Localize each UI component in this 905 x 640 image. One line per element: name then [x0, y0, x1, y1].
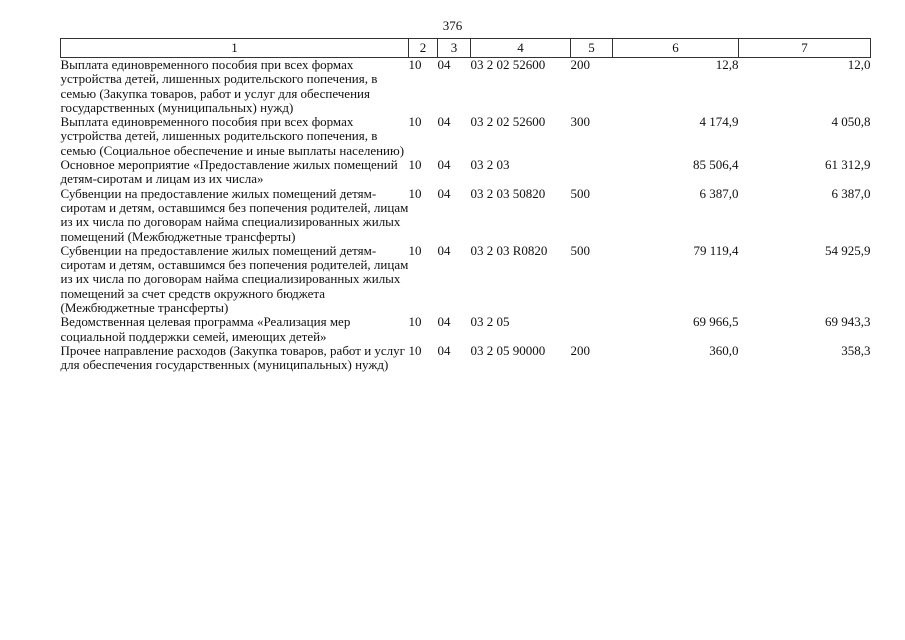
header-col-7: 7 [739, 39, 871, 58]
row-expense-type [571, 315, 613, 344]
table-row [61, 158, 871, 187]
row-section: 10 [408, 185, 422, 201]
row-target-article: 03 2 05 90000 [470, 342, 546, 358]
row-target-article: 03 2 03 R0820 [470, 242, 548, 258]
row-amount-col7: 61 312,9 [825, 157, 871, 173]
row-section: 10 [408, 242, 422, 258]
row-amount-col6: 69 966,5 [693, 314, 739, 330]
row-name: Ведомственная целевая программа «Реализация мер социальной поддержки семей, имеющих детей» [60, 314, 351, 344]
page-number: 376 [442, 18, 463, 33]
row-name: Выплата единовременного пособия при всех формах устройства детей, лишенных родительского попечения, в семью (Социальное обеспечение и иные выплаты населению) [60, 114, 405, 158]
row-amount-col7: 69 943,3 [825, 314, 871, 330]
row-amount-col6: 12,8 [715, 57, 739, 72]
row-expense-type: 300 [570, 114, 590, 130]
row-target-article: 03 2 03 50820 [470, 185, 546, 201]
row-expense-type [571, 158, 613, 187]
row-amount-col7: 12,0 [847, 57, 871, 72]
row-subsection: 04 [437, 314, 451, 330]
table-row [61, 115, 871, 158]
row-subsection: 04 [437, 342, 451, 358]
row-expense-type: 500 [570, 185, 590, 201]
row-section: 10 [408, 314, 422, 330]
header-col-3: 3 [438, 39, 471, 58]
row-amount-col6: 79 119,4 [693, 242, 739, 258]
row-subsection: 04 [437, 57, 451, 72]
header-col-4: 4 [471, 39, 571, 58]
row-section: 10 [408, 114, 422, 130]
row-expense-type: 200 [570, 57, 590, 72]
row-section: 10 [408, 157, 422, 173]
header-col-5: 5 [571, 39, 613, 58]
row-amount-col7: 4 050,8 [831, 114, 871, 130]
row-name: Основное мероприятие «Предоставление жилых помещений детям-сиротам и лицам из их числа» [60, 157, 398, 187]
row-subsection: 04 [437, 242, 451, 258]
row-target-article: 03 2 03 [470, 157, 510, 173]
header-col-2: 2 [409, 39, 438, 58]
header-col-1: 1 [61, 39, 409, 58]
table-row [61, 58, 871, 116]
row-amount-col6: 85 506,4 [693, 157, 739, 173]
header-col-6: 6 [613, 39, 739, 58]
row-amount-col6: 360,0 [709, 342, 739, 358]
row-expense-type: 200 [570, 342, 590, 358]
row-target-article: 03 2 02 52600 [470, 57, 546, 72]
table-row [61, 187, 871, 244]
row-amount-col6: 4 174,9 [699, 114, 739, 130]
row-name: Субвенции на предоставление жилых помещений детям-сиротам и детям, оставшимся без попечения родителей, лицам из их числа по договорам найма специализированных жилых помещений (Межбюджетные трансферты) [60, 185, 409, 244]
row-subsection: 04 [437, 157, 451, 173]
row-name: Выплата единовременного пособия при всех формах устройства детей, лишенных родительского попечения, в семью (Закупка товаров, работ и услуг для обеспечения государственных (муниципальных) нужд) [60, 57, 378, 115]
row-target-article: 03 2 05 [470, 314, 510, 330]
row-name: Прочее направление расходов (Закупка товаров, работ и услуг для обеспечения государственных (муниципальных) нужд) [60, 342, 405, 373]
row-expense-type: 500 [570, 242, 590, 258]
row-amount-col7: 358,3 [841, 342, 871, 358]
row-section: 10 [408, 57, 422, 72]
budget-table [60, 38, 871, 373]
row-subsection: 04 [437, 114, 451, 130]
row-amount-col7: 6 387,0 [831, 185, 871, 201]
table-row [61, 244, 871, 315]
row-amount-col6: 6 387,0 [699, 185, 739, 201]
table-row [61, 315, 871, 344]
row-section: 10 [408, 342, 422, 358]
row-subsection: 04 [437, 185, 451, 201]
table-header-row [61, 39, 871, 58]
row-name: Субвенции на предоставление жилых помещений детям-сиротам и детям, оставшимся без попечения родителей, лицам из их числа по договорам найма специализированных жилых помещений за счет средств окружного бюджета (Межбюджетные трансферты) [60, 242, 409, 316]
row-amount-col7: 54 925,9 [825, 242, 871, 258]
row-target-article: 03 2 02 52600 [470, 114, 546, 130]
table-row [61, 344, 871, 373]
